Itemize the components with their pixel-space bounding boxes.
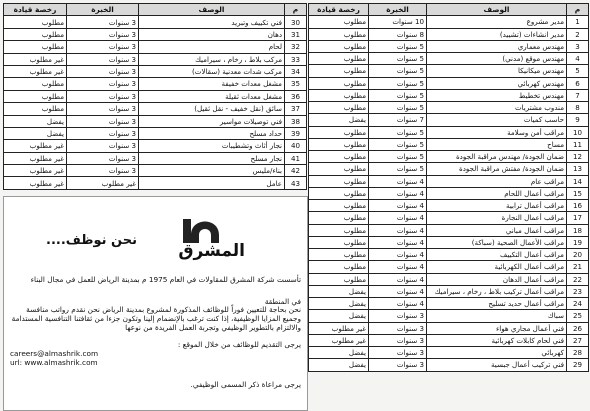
job-number: 37 — [285, 103, 307, 115]
job-number: 14 — [567, 175, 589, 187]
job-number: 27 — [567, 334, 589, 346]
col-header-num: م — [567, 4, 589, 16]
table-row — [309, 359, 589, 371]
table-row — [309, 187, 589, 199]
job-number: 42 — [285, 165, 307, 177]
table-row — [4, 16, 307, 28]
job-title: ضمان الجودة/ مهندس مراقبة الجودة — [427, 151, 567, 163]
job-experience: 3 سنوات — [67, 103, 139, 115]
job-number: 1 — [567, 16, 589, 28]
job-experience: 3 سنوات — [369, 310, 427, 322]
job-number: 20 — [567, 249, 589, 261]
job-license: مطلوب — [309, 175, 369, 187]
job-experience: 4 سنوات — [369, 187, 427, 199]
job-license: مطلوب — [309, 200, 369, 212]
job-license: مطلوب — [309, 65, 369, 77]
job-license: يفضل — [4, 115, 67, 127]
job-experience: 10 سنوات — [369, 16, 427, 28]
col-header-num: م — [285, 4, 307, 16]
job-experience: 3 سنوات — [67, 65, 139, 77]
job-number: 22 — [567, 273, 589, 285]
table-row — [309, 347, 589, 359]
job-license: مطلوب — [309, 89, 369, 101]
job-title: مراقب عام — [427, 175, 567, 187]
job-number: 29 — [567, 359, 589, 371]
table-row — [309, 126, 589, 138]
job-number: 26 — [567, 322, 589, 334]
job-license: مطلوب — [309, 102, 369, 114]
job-license: مطلوب — [309, 53, 369, 65]
table-row — [4, 103, 307, 115]
job-number: 11 — [567, 138, 589, 150]
job-number: 5 — [567, 65, 589, 77]
table-row — [309, 102, 589, 114]
job-number: 23 — [567, 285, 589, 297]
job-license: مطلوب — [4, 28, 67, 40]
job-license: غير مطلوب — [4, 53, 67, 65]
job-number: 33 — [285, 53, 307, 65]
job-license: مطلوب — [4, 103, 67, 115]
table-row — [4, 53, 307, 65]
job-title: مهندس ميكانيكا — [427, 65, 567, 77]
website-url-link[interactable]: url: www.almashrik.com — [10, 358, 98, 367]
table-row — [309, 200, 589, 212]
job-experience: 3 سنوات — [369, 322, 427, 334]
job-license: مطلوب — [309, 212, 369, 224]
job-title: فني توصيلات مواسير — [139, 115, 285, 127]
job-title: مركب شدات معدنية (سقالات) — [139, 65, 285, 77]
job-number: 24 — [567, 298, 589, 310]
table-row — [4, 65, 307, 77]
job-title: مندوب مشتريات — [427, 102, 567, 114]
job-title: سائق (نقل خفيف - نقل ثقيل) — [139, 103, 285, 115]
job-experience: 4 سنوات — [369, 212, 427, 224]
table-row — [309, 40, 589, 52]
job-experience: 4 سنوات — [369, 285, 427, 297]
job-experience: 3 سنوات — [369, 359, 427, 371]
job-title: مساح — [427, 138, 567, 150]
job-experience: 5 سنوات — [369, 163, 427, 175]
job-title: فني أعمال مجاري هواء — [427, 322, 567, 334]
job-title: فني تكييف وتبريد — [139, 16, 285, 28]
job-title: مراقب أعمال التكييف — [427, 249, 567, 261]
job-license: مطلوب — [309, 249, 369, 261]
job-title: مهندس معماري — [427, 40, 567, 52]
table-row — [309, 236, 589, 248]
job-number: 36 — [285, 90, 307, 102]
job-title: مشغل معدات خفيفة — [139, 78, 285, 90]
table-row — [309, 334, 589, 346]
job-experience: 4 سنوات — [369, 224, 427, 236]
table-row — [309, 151, 589, 163]
job-experience: 5 سنوات — [369, 53, 427, 65]
col-header-exp: الخبرة — [67, 4, 139, 16]
job-title: مشغل معدات ثقيلة — [139, 90, 285, 102]
job-number: 41 — [285, 152, 307, 164]
table-row — [309, 77, 589, 89]
job-title: مراقب أمن وسلامة — [427, 126, 567, 138]
ad-paragraph-note: يرجى مراعاة ذكر المسمى الوظيفي. — [190, 380, 301, 389]
job-number: 40 — [285, 140, 307, 152]
job-experience: 3 سنوات — [67, 165, 139, 177]
job-license: غير مطلوب — [309, 322, 369, 334]
table-row — [309, 261, 589, 273]
job-license: يفضل — [309, 114, 369, 126]
table-row — [4, 140, 307, 152]
job-title: سباك — [427, 310, 567, 322]
table-row — [4, 152, 307, 164]
table-row — [4, 127, 307, 139]
job-license: غير مطلوب — [4, 65, 67, 77]
job-license: مطلوب — [309, 138, 369, 150]
job-license: مطلوب — [309, 16, 369, 28]
job-license: يفضل — [309, 310, 369, 322]
job-experience: 7 سنوات — [369, 114, 427, 126]
table-row — [309, 16, 589, 28]
job-license: مطلوب — [309, 28, 369, 40]
job-license: مطلوب — [4, 90, 67, 102]
job-experience: 3 سنوات — [67, 53, 139, 65]
ad-paragraph-hiring: نحن بحاجة للتعيين فوراً للوظائف المذكورة لمشروع بمدينة الرياض نحن نقدم رواتب منافسة وجميع المزايا الوظيفية، إذا كنت ترغب بالإنضمام إلينا وتكون جزءا من ثقافتنا التنافسية المستدامة والالتزام بالتطوير الوظيفي وتجربة العمل الفريدة من نوعها — [11, 305, 301, 332]
table-row — [309, 138, 589, 150]
job-title: مهندس تخطيط — [427, 89, 567, 101]
job-experience: 5 سنوات — [369, 65, 427, 77]
job-license: مطلوب — [309, 126, 369, 138]
job-number: 7 — [567, 89, 589, 101]
job-title: فني لحام كابلات كهربائية — [427, 334, 567, 346]
job-experience: 4 سنوات — [369, 273, 427, 285]
job-license: غير مطلوب — [4, 177, 67, 189]
job-number: 25 — [567, 310, 589, 322]
job-number: 18 — [567, 224, 589, 236]
job-experience: 4 سنوات — [369, 298, 427, 310]
job-experience: 3 سنوات — [67, 115, 139, 127]
job-number: 30 — [285, 16, 307, 28]
job-title: مركب بلاط ، رخام ، سيراميك — [139, 53, 285, 65]
job-number: 10 — [567, 126, 589, 138]
job-title: مراقب أعمال مباني — [427, 224, 567, 236]
job-title: مراقب أعمال النجارة — [427, 212, 567, 224]
job-number: 32 — [285, 41, 307, 53]
jobs-table-left-body — [4, 16, 307, 189]
job-license: مطلوب — [309, 163, 369, 175]
jobs-table-left — [3, 3, 307, 190]
table-row — [309, 65, 589, 77]
job-experience: 5 سنوات — [369, 102, 427, 114]
job-experience: 5 سنوات — [369, 151, 427, 163]
ad-headline: نحن نوظف.... — [46, 233, 137, 248]
job-number: 12 — [567, 151, 589, 163]
job-experience: 5 سنوات — [369, 126, 427, 138]
table-row — [309, 175, 589, 187]
job-title: نجار أثاث وتشطيبات — [139, 140, 285, 152]
job-number: 4 — [567, 53, 589, 65]
job-title: حداد مسلح — [139, 127, 285, 139]
job-experience: 5 سنوات — [369, 138, 427, 150]
company-logo-text: المشرق — [178, 241, 245, 261]
table-row — [4, 41, 307, 53]
job-license: يفضل — [309, 298, 369, 310]
job-number: 35 — [285, 78, 307, 90]
job-number: 38 — [285, 115, 307, 127]
job-license: مطلوب — [309, 77, 369, 89]
job-number: 8 — [567, 102, 589, 114]
job-number: 21 — [567, 261, 589, 273]
job-license: غير مطلوب — [4, 140, 67, 152]
job-title: مراقب أعمال ترابية — [427, 200, 567, 212]
job-license: مطلوب — [309, 236, 369, 248]
job-experience: 3 سنوات — [369, 334, 427, 346]
job-license: مطلوب — [309, 261, 369, 273]
job-title: دهان — [139, 28, 285, 40]
job-title: نجار مسلح — [139, 152, 285, 164]
table-row — [309, 114, 589, 126]
job-title: كهربائي — [427, 347, 567, 359]
job-number: 9 — [567, 114, 589, 126]
table-row — [309, 298, 589, 310]
job-title: مدير مشروع — [427, 16, 567, 28]
company-ad-panel — [3, 196, 308, 411]
job-license: يفضل — [309, 285, 369, 297]
jobs-table-right-body — [309, 16, 589, 371]
job-experience: 4 سنوات — [369, 261, 427, 273]
job-experience: 3 سنوات — [67, 152, 139, 164]
job-number: 34 — [285, 65, 307, 77]
table-row — [309, 53, 589, 65]
job-experience: 3 سنوات — [67, 28, 139, 40]
jobs-table-right — [308, 3, 589, 372]
table-row — [309, 163, 589, 175]
job-experience: 3 سنوات — [67, 140, 139, 152]
job-number: 3 — [567, 40, 589, 52]
table-row — [4, 78, 307, 90]
job-experience: 3 سنوات — [369, 347, 427, 359]
table-row — [309, 28, 589, 40]
table-row — [4, 165, 307, 177]
job-experience: 3 سنوات — [67, 41, 139, 53]
job-title: مراقب أعمال حديد تسليح — [427, 298, 567, 310]
job-title: مهندس كهربائي — [427, 77, 567, 89]
job-license: غير مطلوب — [4, 152, 67, 164]
col-header-license: رخصة قيادة — [309, 4, 369, 16]
job-number: 43 — [285, 177, 307, 189]
job-number: 16 — [567, 200, 589, 212]
table-row — [4, 90, 307, 102]
job-license: يفضل — [4, 127, 67, 139]
col-header-exp: الخبرة — [369, 4, 427, 16]
job-number: 2 — [567, 28, 589, 40]
job-title: مراقب الأعمال الصحية (سباكة) — [427, 236, 567, 248]
job-title: عامل — [139, 177, 285, 189]
job-title: مهندس موقع (مدني) — [427, 53, 567, 65]
job-number: 31 — [285, 28, 307, 40]
ad-paragraph-about: تأسست شركة المشرق للمقاولات في العام 1975 م بمدينة الرياض للعمل في مجال البناء — [30, 275, 301, 284]
job-experience: 5 سنوات — [369, 89, 427, 101]
job-experience: 4 سنوات — [369, 200, 427, 212]
job-experience: 4 سنوات — [369, 236, 427, 248]
job-experience: 3 سنوات — [67, 16, 139, 28]
table-row — [309, 310, 589, 322]
job-title: مراقب أعمال اللحام — [427, 187, 567, 199]
job-license: مطلوب — [309, 273, 369, 285]
table-row — [309, 249, 589, 261]
table-row — [309, 89, 589, 101]
ad-paragraph-region: في المنطقة — [264, 297, 301, 306]
table-header-row — [309, 4, 589, 16]
job-experience: غير مطلوب — [67, 177, 139, 189]
job-license: يفضل — [309, 359, 369, 371]
job-license: غير مطلوب — [4, 165, 67, 177]
job-experience: 3 سنوات — [67, 127, 139, 139]
table-row — [309, 273, 589, 285]
job-number: 6 — [567, 77, 589, 89]
table-row — [309, 322, 589, 334]
job-license: مطلوب — [4, 78, 67, 90]
job-title: مراقب أعمال الدهان — [427, 273, 567, 285]
job-experience: 3 سنوات — [67, 90, 139, 102]
table-row — [309, 224, 589, 236]
col-header-license: رخصة قيادة — [4, 4, 67, 16]
job-title: فني تركيب أعمال جبسية — [427, 359, 567, 371]
table-row — [4, 28, 307, 40]
job-experience: 4 سنوات — [369, 175, 427, 187]
table-row — [4, 115, 307, 127]
job-number: 28 — [567, 347, 589, 359]
careers-email-link[interactable]: careers@almashrik.com — [10, 349, 99, 358]
job-number: 39 — [285, 127, 307, 139]
job-experience: 5 سنوات — [369, 40, 427, 52]
job-number: 13 — [567, 163, 589, 175]
job-title: مراقب أعمال الكهربائية — [427, 261, 567, 273]
job-license: مطلوب — [4, 41, 67, 53]
table-header-row — [4, 4, 307, 16]
job-number: 19 — [567, 236, 589, 248]
job-experience: 3 سنوات — [67, 78, 139, 90]
col-header-desc: الوصف — [139, 4, 285, 16]
job-title: مراقب أعمال تركيب بلاط ، رخام ، سيراميك — [427, 285, 567, 297]
job-license: مطلوب — [309, 151, 369, 163]
job-title: مدير انشاءات (تشييد) — [427, 28, 567, 40]
ad-paragraph-apply: يرجى التقديم للوظائف من خلال الموقع : — [177, 340, 301, 349]
job-title: حاسب كميات — [427, 114, 567, 126]
job-experience: 4 سنوات — [369, 249, 427, 261]
job-license: مطلوب — [309, 40, 369, 52]
job-experience: 5 سنوات — [369, 77, 427, 89]
col-header-desc: الوصف — [427, 4, 567, 16]
job-title: ضمان الجودة/ مفتش مراقبة الجودة — [427, 163, 567, 175]
table-row — [4, 177, 307, 189]
job-license: مطلوب — [309, 187, 369, 199]
table-row — [309, 212, 589, 224]
job-experience: 8 سنوات — [369, 28, 427, 40]
table-row — [309, 285, 589, 297]
job-license: مطلوب — [309, 224, 369, 236]
job-license: غير مطلوب — [309, 334, 369, 346]
job-title: لحام — [139, 41, 285, 53]
job-number: 17 — [567, 212, 589, 224]
job-license: يفضل — [309, 347, 369, 359]
job-license: مطلوب — [4, 16, 67, 28]
job-title: بناء/مليس — [139, 165, 285, 177]
job-number: 15 — [567, 187, 589, 199]
